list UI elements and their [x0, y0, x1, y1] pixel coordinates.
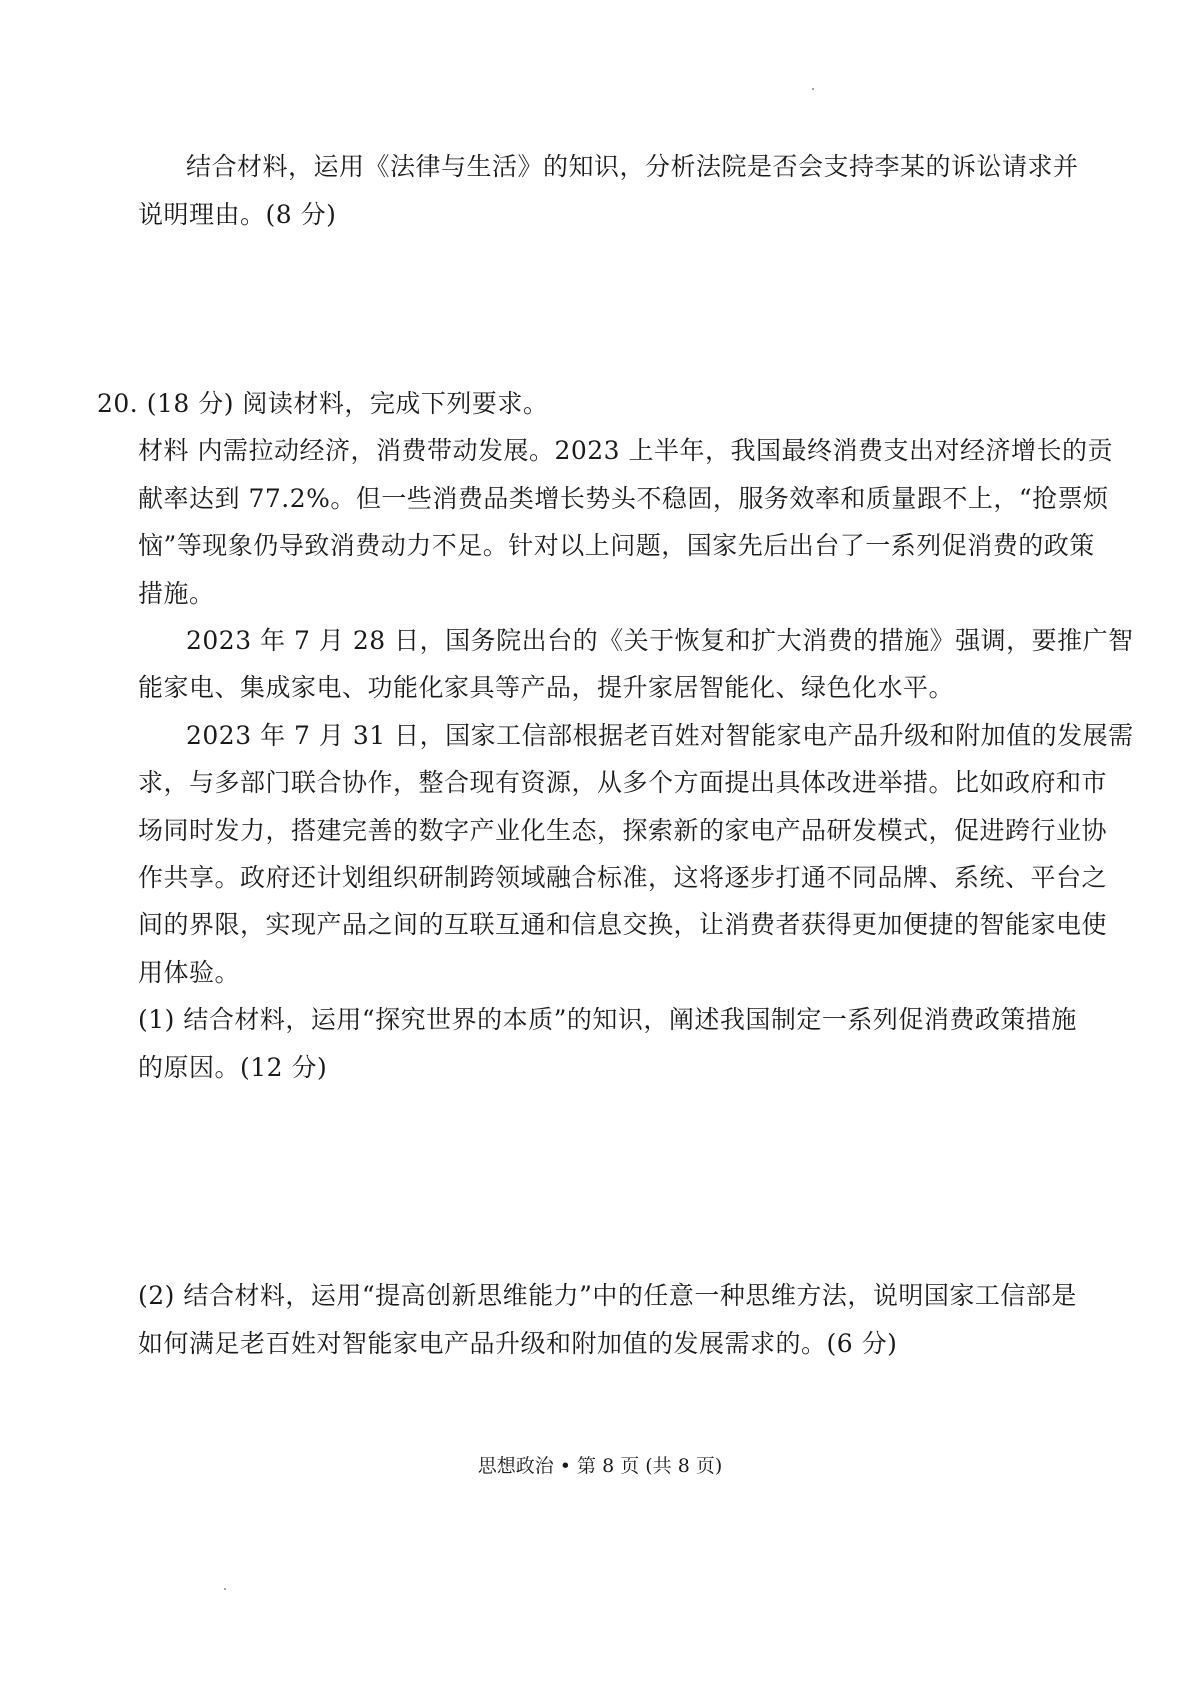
sub2-line: (2) 结合材料，运用“提高创新思维能力”中的任意一种思维方法，说明国家工信部是: [138, 1281, 1077, 1310]
sub1-line: (1) 结合材料，运用“探究世界的本质”的知识，阐述我国制定一系列促消费政策措施: [138, 1005, 1077, 1034]
material-line: 作共享。政府还计划组织研制跨领域融合标准，这将逐步打通不同品牌、系统、平台之: [138, 863, 1108, 892]
q20-header: 20. (18 分) 阅读材料，完成下列要求。: [97, 389, 549, 418]
material-line: 材料 内需拉动经济，消费带动发展。2023 上半年，我国最终消费支出对经济增长的贡: [138, 436, 1114, 465]
material-line: 2023 年 7 月 28 日，国务院出台的《关于恢复和扩大消费的措施》强调，要推广智: [186, 626, 1134, 655]
scan-speck: [224, 1588, 226, 1590]
material-line: 场同时发力，搭建完善的数字产业化生态，探索新的家电产品研发模式，促进跨行业协: [138, 816, 1108, 845]
material-line: 能家电、集成家电、功能化家具等产品，提升家居智能化、绿色化水平。: [138, 673, 955, 702]
material-line: 措施。: [138, 579, 215, 608]
material-line: 献率达到 77.2%。但一些消费品类增长势头不稳固，服务效率和质量跟不上，“抢票烦: [138, 484, 1109, 513]
material-line: 恼”等现象仍导致消费动力不足。针对以上问题，国家先后出台了一系列促消费的政策: [138, 531, 1095, 560]
sub2-line: 如何满足老百姓对智能家电产品升级和附加值的发展需求的。(6 分): [138, 1329, 898, 1358]
page-footer: 思想政治 • 第 8 页 (共 8 页): [477, 1455, 723, 1477]
material-line: 求，与多部门联合协作，整合现有资源，从多个方面提出具体改进举措。比如政府和市: [138, 768, 1108, 797]
material-line: 用体验。: [138, 958, 241, 987]
q19-prompt-line-1: 结合材料，运用《法律与生活》的知识，分析法院是否会支持李某的诉讼请求并: [186, 152, 1079, 181]
material-line: 间的界限，实现产品之间的互联互通和信息交换，让消费者获得更加便捷的智能家电使: [138, 910, 1108, 939]
scan-speck: [812, 88, 814, 90]
material-line: 2023 年 7 月 31 日，国家工信部根据老百姓对智能家电产品升级和附加值的发展需: [186, 721, 1134, 750]
q19-prompt-line-2: 说明理由。(8 分): [138, 200, 337, 229]
sub1-line: 的原因。(12 分): [138, 1053, 328, 1082]
